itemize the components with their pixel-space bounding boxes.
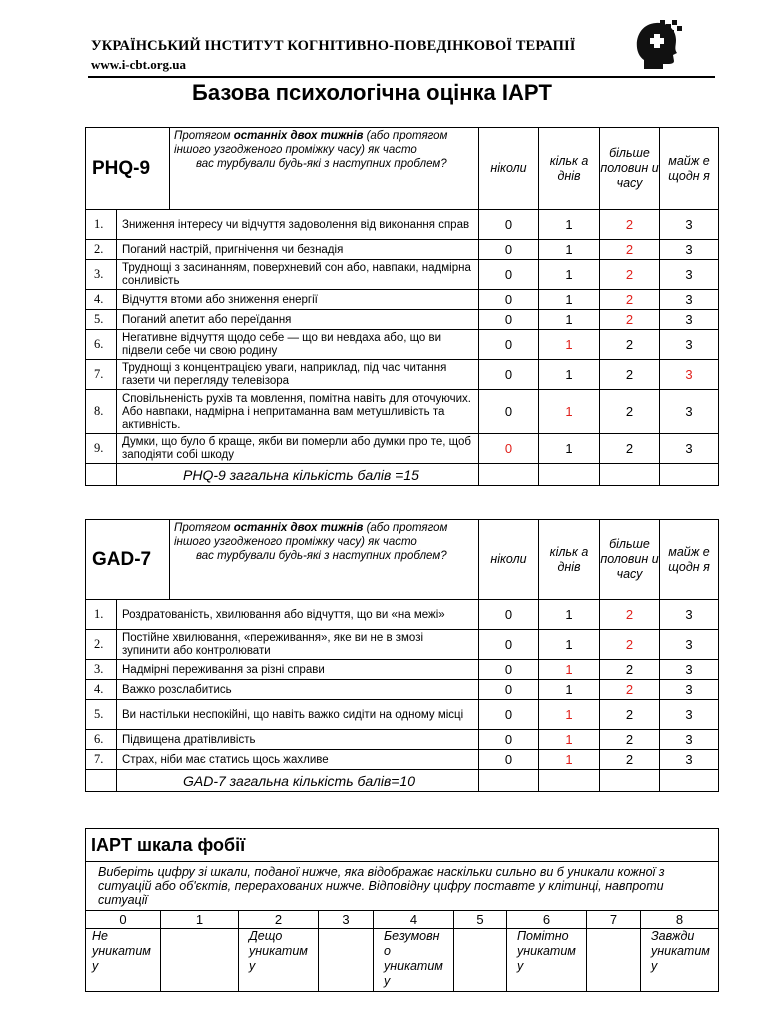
score-cell[interactable]: 1 [539, 600, 600, 630]
item-number: 5. [86, 700, 117, 730]
score-cell[interactable]: 3 [660, 680, 719, 700]
institute-logo-icon [630, 18, 686, 70]
header-several-days: кільк а днів [539, 520, 600, 600]
item-text: Ви настільки неспокійні, що навіть важко сидіти на одному місці [117, 700, 479, 730]
total-blank-cell [479, 770, 539, 792]
item-text: Поганий апетит або переїдання [117, 310, 479, 330]
header-nearly-every-day: майж е щодн я [660, 520, 719, 600]
selected-score-cell[interactable]: 2 [600, 240, 660, 260]
item-number: 7. [86, 360, 117, 390]
header-divider [88, 76, 715, 78]
phq9-table [85, 127, 719, 486]
gad7-row [86, 680, 719, 700]
institute-url[interactable]: www.i-cbt.org.ua [91, 57, 186, 72]
score-cell[interactable]: 0 [479, 360, 539, 390]
phobia-scale-label: Не уникатим у [86, 929, 161, 992]
gad7-code: GAD-7 [86, 520, 170, 600]
selected-score-cell[interactable]: 2 [600, 290, 660, 310]
total-blank-cell [600, 770, 660, 792]
score-cell[interactable]: 3 [660, 210, 719, 240]
selected-score-cell[interactable]: 3 [660, 360, 719, 390]
phobia-scale-label: Завжди уникатим у [641, 929, 719, 992]
phobia-scale-number: 6 [507, 911, 587, 929]
score-cell[interactable]: 2 [600, 750, 660, 770]
score-cell[interactable]: 0 [479, 390, 539, 434]
item-number: 3. [86, 260, 117, 290]
score-cell[interactable]: 1 [539, 360, 600, 390]
phq9-row [86, 434, 719, 464]
gad7-row [86, 600, 719, 630]
item-number: 3. [86, 660, 117, 680]
selected-score-cell[interactable]: 2 [600, 630, 660, 660]
phq9-row [86, 360, 719, 390]
item-text: Роздратованість, хвилювання або відчуття, що ви «на межі» [117, 600, 479, 630]
gad7-total: GAD-7 загальна кількість балів=10 [117, 770, 479, 792]
item-text: Поганий настрій, пригнічення чи безнадія [117, 240, 479, 260]
gad7-row [86, 730, 719, 750]
phq9-row [86, 260, 719, 290]
score-cell[interactable]: 0 [479, 310, 539, 330]
phobia-scale-number: 0 [86, 911, 161, 929]
phq9-row [86, 290, 719, 310]
score-cell[interactable]: 3 [660, 240, 719, 260]
item-number: 9. [86, 434, 117, 464]
score-cell[interactable]: 2 [600, 730, 660, 750]
item-number: 2. [86, 240, 117, 260]
phq9-row [86, 330, 719, 360]
selected-score-cell[interactable]: 0 [479, 434, 539, 464]
score-cell[interactable]: 1 [539, 630, 600, 660]
header-several-days: кільк а днів [539, 128, 600, 210]
item-text: Труднощі з концентрацією уваги, наприклад, під час читання газети чи перегляду телевізора [117, 360, 479, 390]
score-cell[interactable]: 1 [539, 310, 600, 330]
gad7-table [85, 519, 719, 792]
header-more-than-half: більше половин и часу [600, 520, 660, 600]
score-cell[interactable]: 0 [479, 630, 539, 660]
score-cell[interactable]: 0 [479, 750, 539, 770]
selected-score-cell[interactable]: 1 [539, 750, 600, 770]
phobia-scale-label [161, 929, 239, 992]
phobia-scale-number: 3 [319, 911, 374, 929]
phobia-scale-label [319, 929, 374, 992]
item-number: 1. [86, 600, 117, 630]
selected-score-cell[interactable]: 1 [539, 390, 600, 434]
score-cell[interactable]: 1 [539, 434, 600, 464]
phq9-row [86, 310, 719, 330]
document-title: Базова психологічна оцінка IAPT [192, 80, 552, 105]
item-number: 8. [86, 390, 117, 434]
score-cell[interactable]: 0 [479, 730, 539, 750]
score-cell[interactable]: 3 [660, 330, 719, 360]
item-text: Негативне відчуття щодо себе — що ви невдаха або, що ви підвели себе чи свою родину [117, 330, 479, 360]
item-text: Страх, ніби має статись щось жахливе [117, 750, 479, 770]
score-cell[interactable]: 0 [479, 240, 539, 260]
score-cell[interactable]: 0 [479, 260, 539, 290]
selected-score-cell[interactable]: 1 [539, 730, 600, 750]
item-text: Думки, що було б краще, якби ви померли або думки про те, щоб заподіяти собі шкоду [117, 434, 479, 464]
item-text: Відчуття втоми або зниження енергії [117, 290, 479, 310]
total-blank-cell [660, 770, 719, 792]
score-cell[interactable]: 3 [660, 660, 719, 680]
total-blank-cell [479, 464, 539, 486]
phq9-total: PHQ-9 загальна кількість балів =15 [117, 464, 479, 486]
score-cell[interactable]: 0 [479, 700, 539, 730]
phobia-scale-table [85, 828, 719, 992]
selected-score-cell[interactable]: 1 [539, 660, 600, 680]
score-cell[interactable]: 3 [660, 750, 719, 770]
score-cell[interactable]: 2 [600, 700, 660, 730]
score-cell[interactable]: 2 [600, 360, 660, 390]
item-text: Сповільненість рухів та мовлення, помітна навіть для оточуючих. Або навпаки, надмірна і непритаманна вам метушливість та активність. [117, 390, 479, 434]
phobia-scale-number: 7 [587, 911, 641, 929]
item-number: 5. [86, 310, 117, 330]
score-cell[interactable]: 3 [660, 700, 719, 730]
score-cell[interactable]: 1 [539, 210, 600, 240]
score-cell[interactable]: 0 [479, 330, 539, 360]
score-cell[interactable]: 1 [539, 680, 600, 700]
item-text: Надмірні переживання за різні справи [117, 660, 479, 680]
selected-score-cell[interactable]: 2 [600, 600, 660, 630]
item-number: 1. [86, 210, 117, 240]
item-text: Важко розслабитись [117, 680, 479, 700]
score-cell[interactable]: 3 [660, 730, 719, 750]
item-number: 6. [86, 730, 117, 750]
phobia-scale-labels [86, 929, 719, 992]
gad7-instruction: Протягом останніх двох тижнів (або протягом іншого узгодженого проміжку часу) як часто вас турбували будь-які з наступних проблем? [170, 520, 479, 600]
phobia-scale-number: 8 [641, 911, 719, 929]
phobia-scale-numbers [86, 911, 719, 929]
score-cell[interactable]: 3 [660, 434, 719, 464]
item-text: Зниження інтересу чи відчуття задоволення від виконання справ [117, 210, 479, 240]
selected-score-cell[interactable]: 1 [539, 330, 600, 360]
selected-score-cell[interactable]: 2 [600, 260, 660, 290]
score-cell[interactable]: 3 [660, 600, 719, 630]
phobia-scale-label: Дещо уникатим у [239, 929, 319, 992]
item-text: Постійне хвилювання, «переживання», яке ви не в змозі зупинити або контролювати [117, 630, 479, 660]
phobia-scale-label [454, 929, 507, 992]
total-row-blank [86, 770, 117, 792]
item-number: 4. [86, 290, 117, 310]
phobia-scale-number: 5 [454, 911, 507, 929]
header-never: ніколи [479, 520, 539, 600]
header-more-than-half: більше половин и часу [600, 128, 660, 210]
institute-name: УКРАЇНСЬКИЙ ІНСТИТУТ КОГНІТИВНО-ПОВЕДІНКОВОЇ ТЕРАПІЇ [91, 38, 576, 54]
score-cell[interactable]: 0 [479, 290, 539, 310]
item-text: Труднощі з засинанням, поверхневий сон або, навпаки, надмірна сонливість [117, 260, 479, 290]
score-cell[interactable]: 1 [539, 240, 600, 260]
score-cell[interactable]: 2 [600, 660, 660, 680]
selected-score-cell[interactable]: 2 [600, 310, 660, 330]
score-cell[interactable]: 3 [660, 260, 719, 290]
phobia-scale-label: Безумовн о уникатим у [374, 929, 454, 992]
score-cell[interactable]: 3 [660, 290, 719, 310]
selected-score-cell[interactable]: 2 [600, 210, 660, 240]
total-blank-cell [539, 464, 600, 486]
item-number: 7. [86, 750, 117, 770]
phq9-row [86, 390, 719, 434]
selected-score-cell[interactable]: 2 [600, 680, 660, 700]
phobia-scale-label: Помітно уникатим у [507, 929, 587, 992]
gad7-row [86, 660, 719, 680]
gad7-row [86, 750, 719, 770]
phq9-instruction: Протягом останніх двох тижнів (або протягом іншого узгодженого проміжку часу) як часто вас турбували будь-які з наступних проблем? [170, 128, 479, 210]
score-cell[interactable]: 3 [660, 630, 719, 660]
score-cell[interactable]: 1 [539, 290, 600, 310]
phobia-scale-number: 2 [239, 911, 319, 929]
item-text: Підвищена дратівливість [117, 730, 479, 750]
gad7-row [86, 700, 719, 730]
score-cell[interactable]: 2 [600, 390, 660, 434]
header-nearly-every-day: майж е щодн я [660, 128, 719, 210]
score-cell[interactable]: 3 [660, 390, 719, 434]
total-row-blank [86, 464, 117, 486]
phq9-code: PHQ-9 [86, 128, 170, 210]
score-cell[interactable]: 0 [479, 210, 539, 240]
item-number: 4. [86, 680, 117, 700]
score-cell[interactable]: 0 [479, 600, 539, 630]
phobia-scale-number: 4 [374, 911, 454, 929]
score-cell[interactable]: 2 [600, 330, 660, 360]
header-never: ніколи [479, 128, 539, 210]
score-cell[interactable]: 3 [660, 310, 719, 330]
phobia-title: IAPT шкала фобії [86, 829, 719, 862]
item-number: 6. [86, 330, 117, 360]
score-cell[interactable]: 1 [539, 260, 600, 290]
phq9-row [86, 240, 719, 260]
total-blank-cell [539, 770, 600, 792]
phobia-scale-label [587, 929, 641, 992]
score-cell[interactable]: 0 [479, 680, 539, 700]
item-number: 2. [86, 630, 117, 660]
phobia-scale-number: 1 [161, 911, 239, 929]
gad7-row [86, 630, 719, 660]
phobia-instruction: Виберіть цифру зі шкали, поданої нижче, яка відображає наскільки сильно ви б уникали кожної з ситуацій або об'єктів, перерахованих нижче. Відповідну цифру поставте у клітинці, навпроти ситуації [86, 862, 719, 911]
phq9-row [86, 210, 719, 240]
score-cell[interactable]: 2 [600, 434, 660, 464]
total-blank-cell [600, 464, 660, 486]
score-cell[interactable]: 0 [479, 660, 539, 680]
total-blank-cell [660, 464, 719, 486]
selected-score-cell[interactable]: 1 [539, 700, 600, 730]
